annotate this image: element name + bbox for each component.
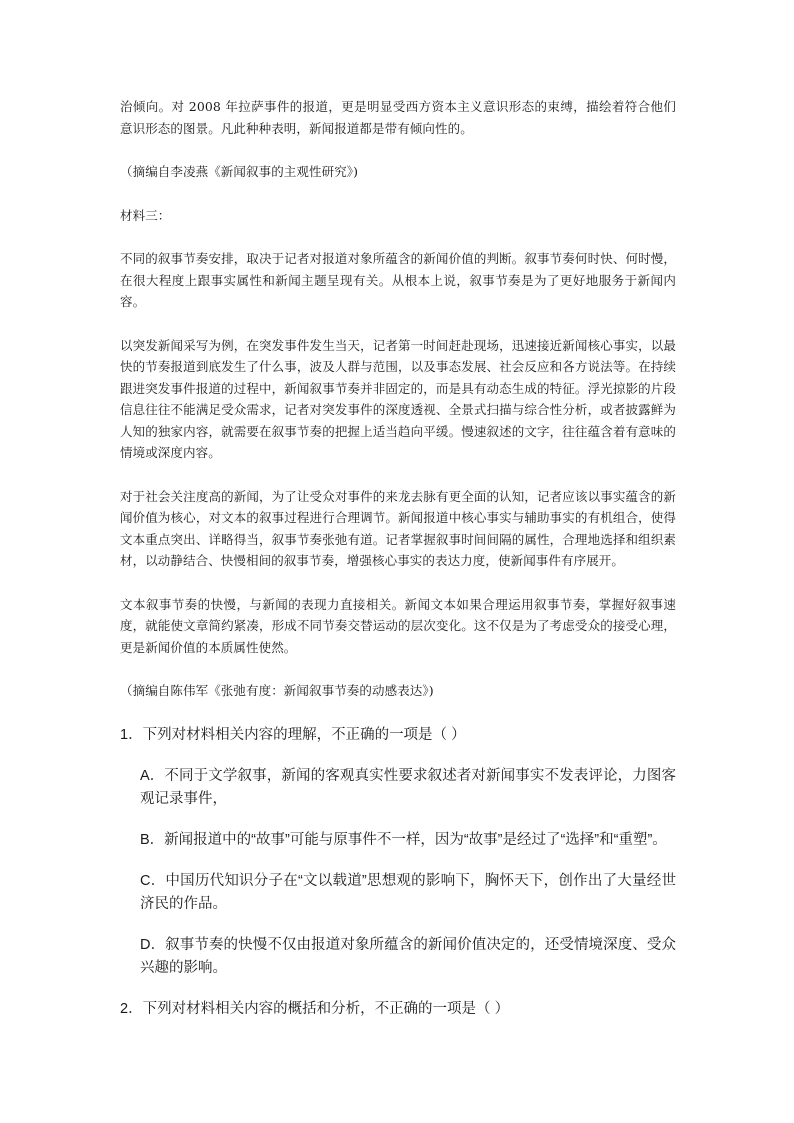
option-a: A．不同于文学叙事，新闻的客观真实性要求叙述者对新闻事实不发表评论，力图客观记录事件，	[140, 767, 676, 807]
question-1	[120, 724, 676, 980]
question-stem: 2．下列对材料相关内容的概括和分析，不正确的一项是（ ）	[120, 1000, 510, 1017]
paragraph-social-news: 对于社会关注度高的新闻，为了让受众对事件的来龙去脉有更全面的认知，记者应该以事实蕴含的新闻价值为核心，对文本的叙事过程进行合理调节。新闻报道中核心事实与辅助事实的有机组合，使得文本重点突出、详略得当，叙事节奏张弛有道。记者掌握叙事时间间隔的属性，合理地选择和组织素材，以动静结合、快慢相间的叙事节奏，增强核心事实的表达力度，使新闻事件有序展开。	[120, 488, 676, 568]
material-three-heading: 材料三：	[120, 207, 171, 223]
option-b: B．新闻报道中的“故事”可能与原事件不一样，因为“故事”是经过了“选择”和“重塑”。	[140, 831, 667, 848]
document-page	[120, 96, 676, 1039]
option-c: C．中国历代知识分子在“文以载道”思想观的影响下，胸怀天下，创作出了大量经世济民的作品。	[140, 872, 676, 912]
paragraph-breaking-news: 以突发新闻采写为例，在突发事件发生当天，记者第一时间赶赴现场，迅速接近新闻核心事实，以最快的节奏报道到底发生了什么事，波及人群与范围，以及事态发展、社会反应和各方说法等。在持续跟进突发事件报道的过程中，新闻叙事节奏并非固定的，而是具有动态生成的特征。浮光掠影的片段信息往往不能满足受众需求，记者对突发事件的深度透视、全景式扫描与综合性分析，或者披露鲜为人知的独家内容，就需要在叙事节奏的把握上适当趋向平缓。慢速叙述的文字，往往蕴含着有意味的情境或深度内容。	[120, 337, 676, 460]
question-2	[120, 998, 676, 1021]
paragraph-rhythm-intro: 不同的叙事节奏安排，取决于记者对报道对象所蕴含的新闻价值的判断。叙事节奏何时快、何时慢，在很大程度上跟事实属性和新闻主题呈现有关。从根本上说，叙事节奏是为了更好地服务于新闻内容。	[120, 251, 676, 309]
paragraph-expressiveness: 文本叙事节奏的快慢，与新闻的表现力直接相关。新闻文本如果合理运用叙事节奏，掌握好叙事速度，就能使文章简约紧凑，形成不同节奏交替运动的层次变化。这不仅是为了考虑受众的接受心理，更是新闻价值的本质属性使然。	[120, 596, 676, 655]
source-citation-li: （摘编自李凌燕《新闻叙事的主观性研究》)	[120, 164, 359, 179]
question-stem: 1．下列对材料相关内容的理解，不正确的一项是（ ）	[120, 726, 466, 743]
source-citation-chen: （摘编自陈伟军《张弛有度：新闻叙事节奏的动感表达》)	[120, 683, 434, 698]
paragraph-continuation: 治倾向。对 2008 年拉萨事件的报道，更是明显受西方资本主义意识形态的束缚，描绘着符合他们意识形态的图景。凡此种种表明，新闻报道都是带有倾向性的。	[120, 99, 676, 136]
option-d: D．叙事节奏的快慢不仅由报道对象所蕴含的新闻价值决定的，还受情境深度、受众兴趣的影响。	[140, 936, 676, 976]
